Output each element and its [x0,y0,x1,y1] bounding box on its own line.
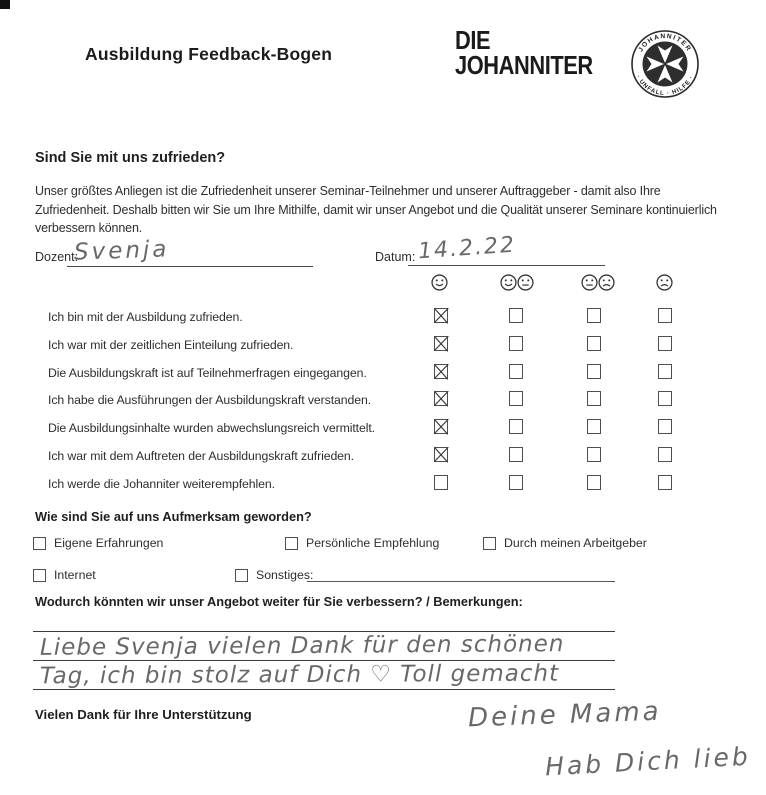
scan-corner-mark [0,0,10,9]
checkbox-icon[interactable] [285,537,298,550]
rating-checkbox[interactable] [658,391,672,406]
rating-checkbox[interactable] [587,391,601,406]
x-mark-icon [432,307,451,325]
checkbox-icon[interactable] [33,569,46,582]
rating-checkbox[interactable] [587,475,601,490]
seal-top-text: JOHANNITER [637,32,693,54]
x-mark-icon [432,363,451,381]
rating-checkbox[interactable] [658,475,672,490]
checkbox-icon[interactable] [483,537,496,550]
dozent-field-line[interactable] [67,266,313,267]
sonstiges-field-line[interactable] [307,581,615,582]
option-label: Durch meinen Arbeitgeber [504,536,647,550]
happy-face-icon [431,274,448,292]
rating-checkbox[interactable] [587,447,601,462]
rating-row [0,475,766,499]
logo-line-die: DIE [455,25,491,55]
rating-checkbox[interactable] [587,336,601,351]
rating-checkbox[interactable] [509,475,523,490]
option-durch-meinen-arbeitgeber[interactable] [483,536,647,550]
rating-row [0,364,766,388]
rating-checkbox[interactable] [434,419,448,434]
rating-checkbox[interactable] [658,447,672,462]
rating-checkbox[interactable] [509,419,523,434]
rating-checkbox[interactable] [509,364,523,379]
dozent-handwritten-value: Svenja [73,236,170,266]
comment-handwriting-line2: Tag, ich bin stolz auf Dich ♡ Toll gemacht [39,660,560,690]
rating-checkbox[interactable] [509,391,523,406]
rating-row [0,391,766,415]
happy-neutral-faces-icon [500,274,517,292]
rating-row [0,447,766,471]
x-mark-icon [432,418,451,436]
datum-handwritten-value: 14.2.22 [417,232,517,265]
rating-checkbox[interactable] [658,364,672,379]
intro-body: Unser größtes Anliegen ist die Zufriedenheit unserer Seminar-Teilnehmer und unserer Auftraggeber - damit also Ihre Zufriedenheit. Deshalb bitten wir Sie um Ihre Mithilfe, damit wir unser Angebot und die Qualität unserer Seminare kontinuierlich verbessern können. [35,184,717,235]
logo-line-johanniter: JOHANNITER [455,50,593,80]
option-label: Eigene Erfahrungen [54,536,164,550]
option-label: Persönliche Empfehlung [306,536,440,550]
x-mark-icon [432,446,451,464]
rating-column-satisfied [500,274,534,292]
rating-checkbox[interactable] [509,447,523,462]
rating-row-label: Ich werde die Johanniter weiterempfehlen. [48,477,275,491]
comment-handwriting-line1: Liebe Svenja vielen Dank für den schönen [39,631,565,661]
rating-row-label: Ich habe die Ausführungen der Ausbildungskraft verstanden. [48,393,372,407]
rating-checkbox[interactable] [434,308,448,323]
rating-checkbox[interactable] [658,336,672,351]
option-sonstiges[interactable] [235,568,313,582]
rating-row [0,336,766,360]
rating-row-label: Ich war mit dem Auftreten der Ausbildungskraft zufrieden. [48,449,354,463]
rating-row-label: Die Ausbildungskraft ist auf Teilnehmerfragen eingegangen. [48,366,367,380]
seal-bottom-text: · UNFALL · HILFE · [634,74,696,98]
rating-row-label: Die Ausbildungsinhalte wurden abwechslungsreich vermittelt. [48,421,375,435]
x-mark-icon [432,390,451,408]
rating-checkbox[interactable] [658,308,672,323]
rating-checkbox[interactable] [509,308,523,323]
datum-label: Datum: [375,250,416,264]
neutral-face-icon [581,274,598,292]
page-title: Ausbildung Feedback-Bogen [85,44,333,64]
sad-face-icon [656,274,673,292]
comment-ruled-line[interactable] [33,689,615,690]
dozent-label: Dozent: [35,250,79,264]
rating-column-not-satisfied [656,274,673,292]
rating-row [0,308,766,332]
rating-checkbox[interactable] [434,336,448,351]
intro-heading: Sind Sie mit uns zufrieden? [35,150,226,166]
signature-handwriting-line1: Deine Mama [467,696,663,734]
rating-checkbox[interactable] [587,308,601,323]
rating-checkbox[interactable] [434,364,448,379]
checkbox-icon[interactable] [33,537,46,550]
source-heading: Wie sind Sie auf uns Aufmerksam geworden? [35,509,312,524]
rating-row [0,419,766,443]
johanniter-seal-icon [630,29,700,99]
rating-checkbox[interactable] [587,364,601,379]
option-eigene-erfahrungen[interactable] [33,536,163,550]
rating-row-label: Ich war mit der zeitlichen Einteilung zufrieden. [48,338,294,352]
rating-checkbox[interactable] [434,391,448,406]
rating-checkbox[interactable] [509,336,523,351]
datum-field-line[interactable] [408,265,605,266]
rating-checkbox[interactable] [434,447,448,462]
rating-row-label: Ich bin mit der Ausbildung zufrieden. [48,310,243,324]
option-label: Internet [54,568,96,582]
rating-column-very-satisfied [431,274,448,292]
option-label: Sonstiges: [256,568,314,582]
rating-checkbox[interactable] [658,419,672,434]
neutral-face-icon [517,274,534,292]
thanks-text: Vielen Dank für Ihre Unterstützung [35,707,252,722]
signature-handwriting-line2: Hab Dich lieb [544,741,752,782]
option-internet[interactable] [33,568,96,582]
checkbox-icon[interactable] [235,569,248,582]
comments-heading: Wodurch könnten wir unser Angebot weiter für Sie verbessern? / Bemerkungen: [35,594,523,609]
rating-checkbox[interactable] [434,475,448,490]
johanniter-logo [455,25,593,80]
x-mark-icon [432,335,451,353]
rating-column-less-satisfied [581,274,615,292]
rating-checkbox[interactable] [587,419,601,434]
option-persoenliche-empfehlung[interactable] [285,536,439,550]
sad-face-icon [598,274,615,292]
